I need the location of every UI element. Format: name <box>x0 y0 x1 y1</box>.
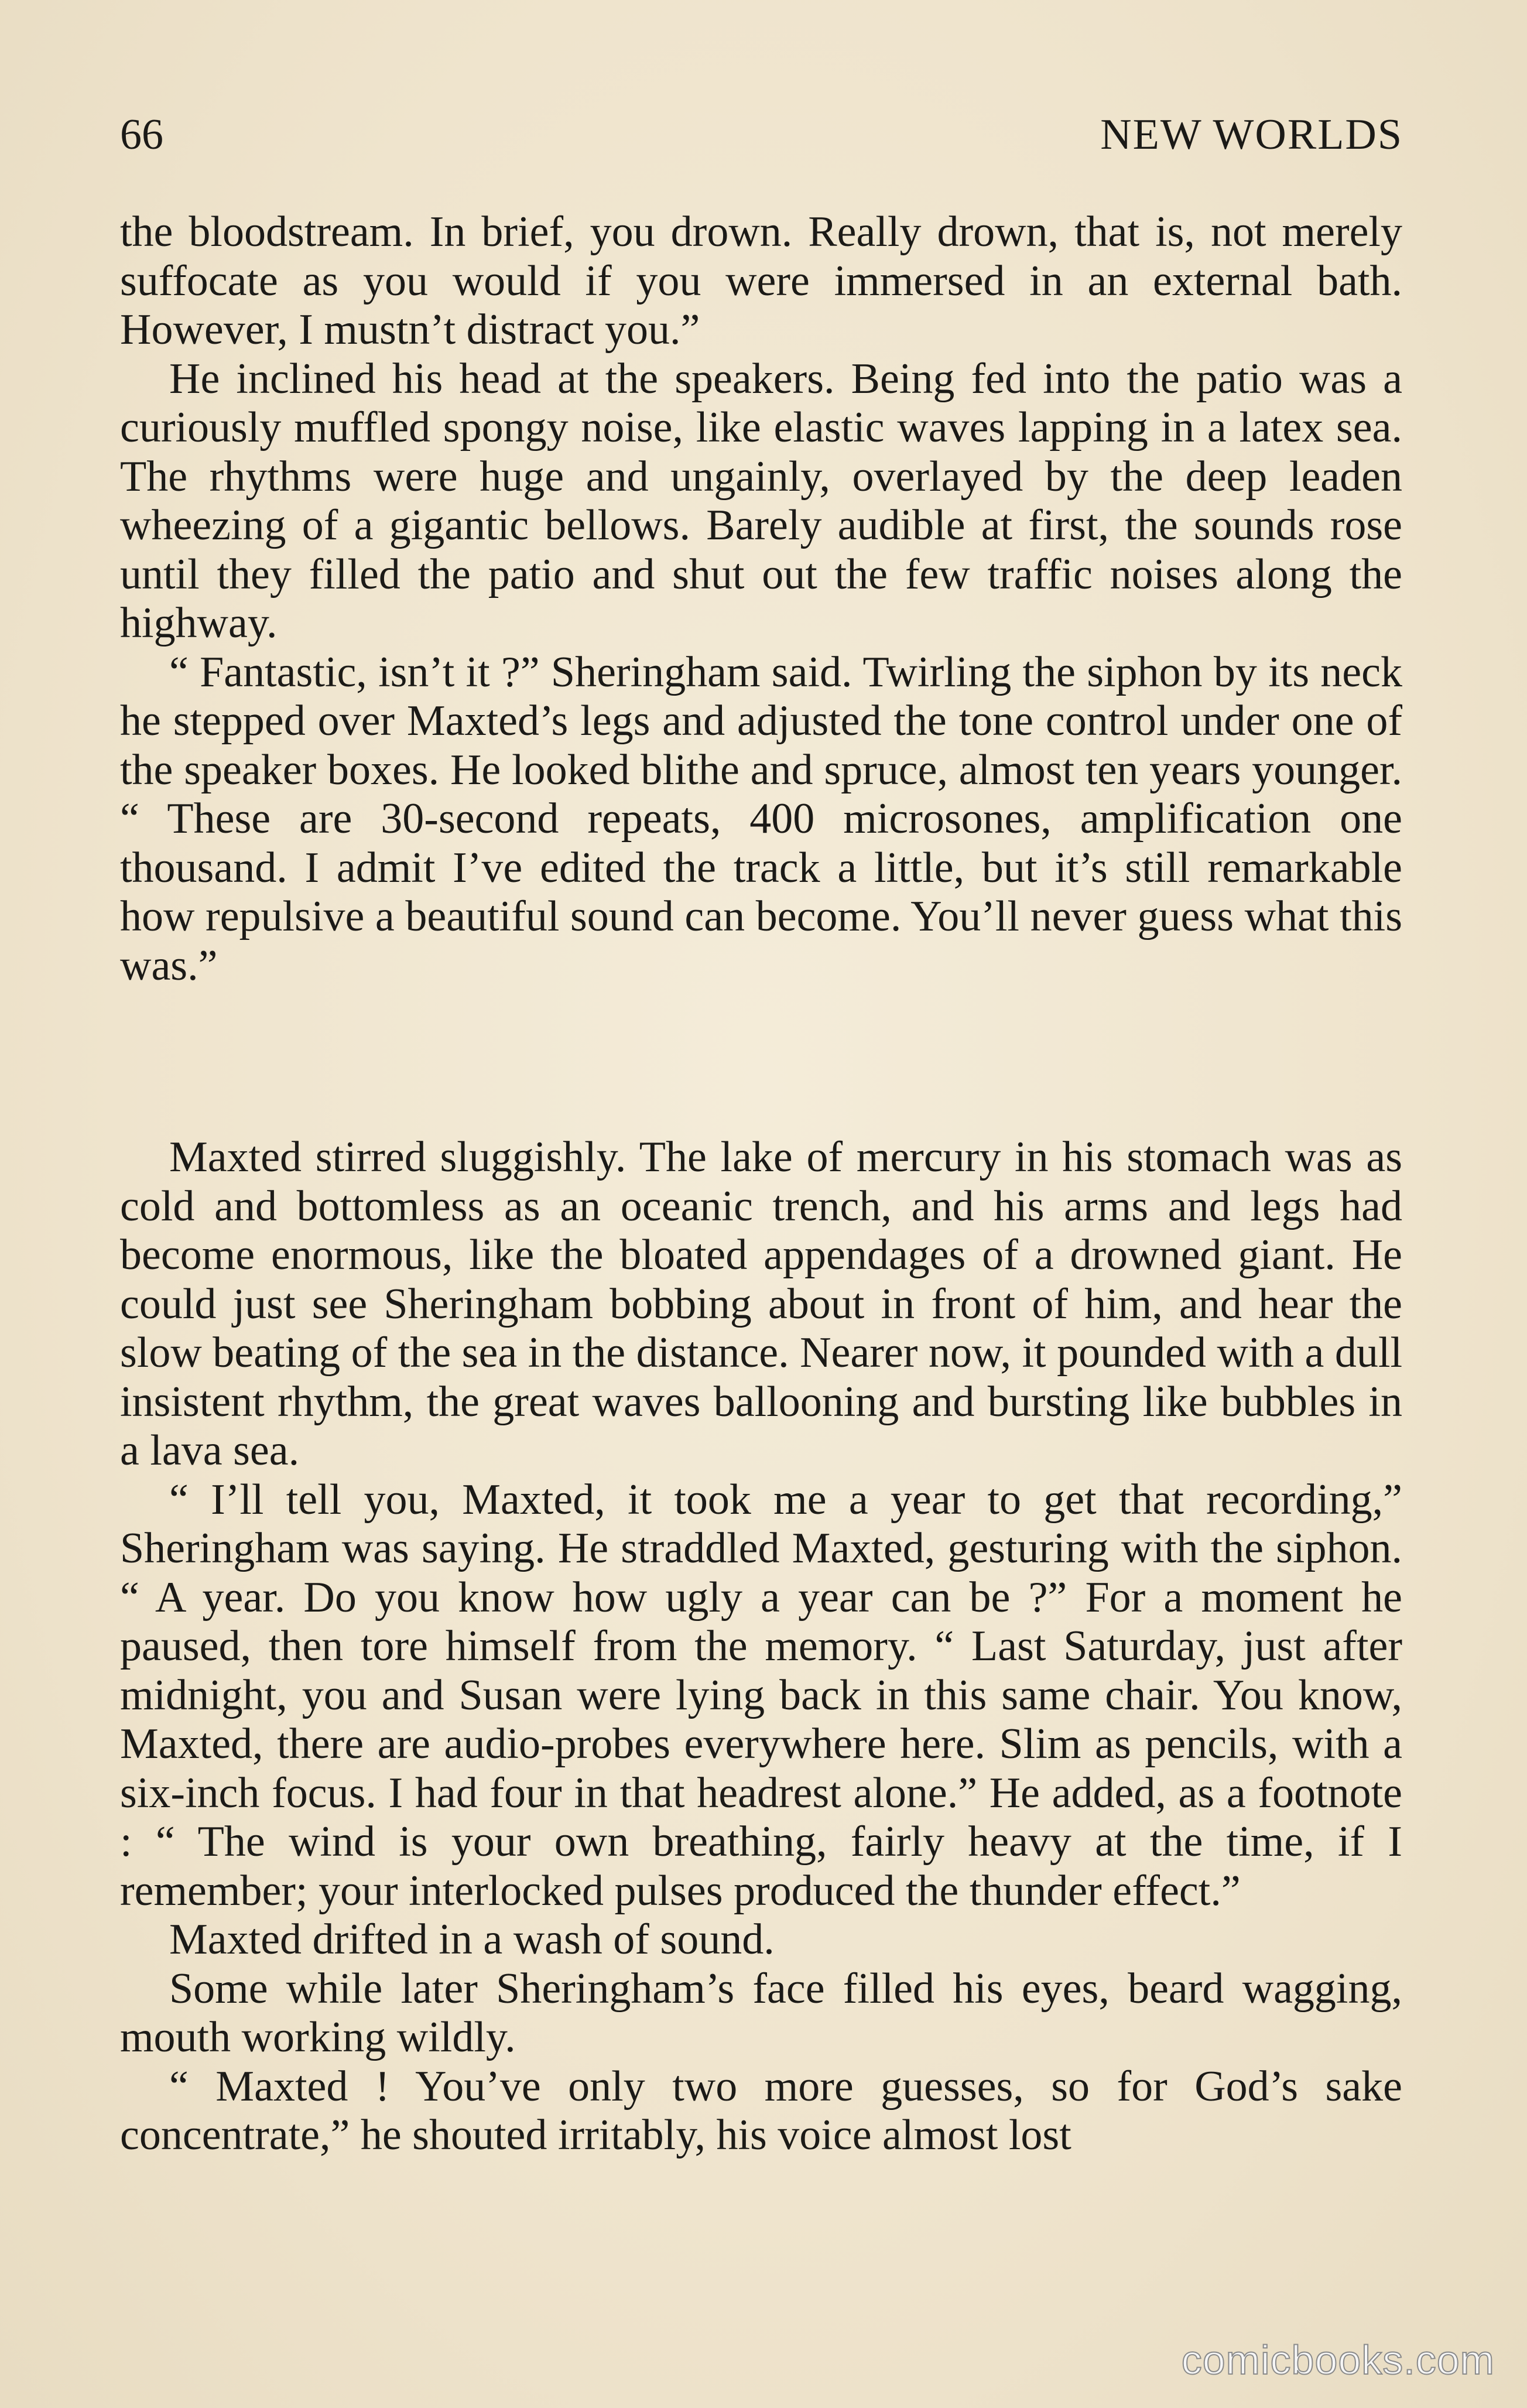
paragraph: He inclined his head at the speakers. Being fed into the patio was a curiously muffled spongy noise, like elastic waves lapping in a latex sea. The rhythms were huge and ungainly, overlayed by the deep leaden wheezing of a gigantic bellows. Barely audible at first, the sounds rose until they filled the patio and shut out the few traffic noises along the highway. <box>120 354 1402 647</box>
paragraph: Maxted drifted in a wash of sound. <box>169 1916 775 1964</box>
paragraph: “ Maxted ! You’ve only two more guesses, so for God’s sake concentrate,” he shouted irritably, his voice almost lost <box>120 2062 1402 2159</box>
paragraph: “ I’ll tell you, Maxted, it took me a year to get that recording,” Sheringham was saying. He straddled Maxted, gesturing with the siphon. “ A year. Do you know how ugly a year can be ?” For a moment he paused, then tore himself from the memory. “ Last Saturday, just after midnight, you and Susan were lying back in this same chair. You know, Maxted, there are audio-probes everywhere here. Slim as pencils, with a six-inch focus. I had four in that headrest alone.” He added, as a footnote : “ The wind is your own breathing, fairly heavy at the time, if I remember; your interlocked pulses produced the thunder effect.” <box>120 1475 1402 1915</box>
paragraph: “ Fantastic, isn’t it ?” Sheringham said. Twirling the siphon by its neck he stepped over Maxted’s legs and adjusted the tone control under one of the speaker boxes. He looked blithe and spruce, almost ten years younger. “ These are 30-second repeats, 400 microsones, amplification one thousand. I admit I’ve edited the track a little, but it’s still remarkable how repulsive a beautiful sound can become. You’ll never guess what this was.” <box>120 648 1402 990</box>
text-section-one <box>120 208 1402 990</box>
running-head: NEW WORLDS <box>1100 111 1403 159</box>
page-number: 66 <box>120 111 163 159</box>
paragraph: Maxted stirred sluggishly. The lake of mercury in his stomach was as cold and bottomless as an oceanic trench, and his arms and legs had become enormous, like the bloated appendages of a drowned giant. He could just see Sheringham bobbing about in front of him, and hear the slow beating of the sea in the distance. Nearer now, it pounded with a dull insistent rhythm, the great waves ballooning and bursting like bubbles in a lava sea. <box>120 1133 1402 1475</box>
paragraph: the bloodstream. In brief, you drown. Really drown, that is, not merely suffocate as you would if you were immersed in an external bath. However, I mustn’t distract you.” <box>120 208 1402 354</box>
text-section-two <box>120 1133 1402 2160</box>
watermark: comicbooks.com <box>1181 2337 1495 2383</box>
paragraph: Some while later Sheringham’s face filled his eyes, beard wagging, mouth working wildly. <box>120 1964 1402 2061</box>
page-header <box>120 105 1403 164</box>
